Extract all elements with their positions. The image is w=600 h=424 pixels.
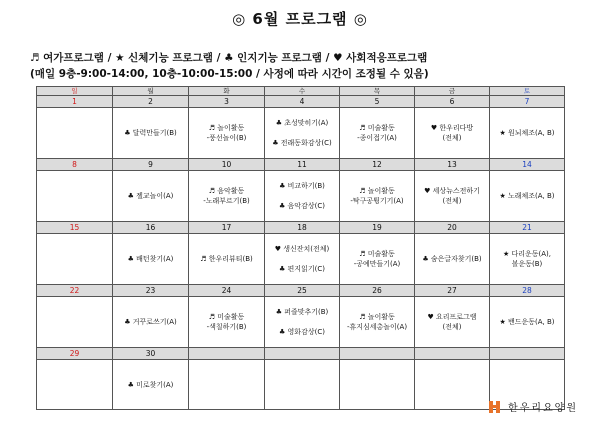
activity-entry: -공예만들기(A) [353,260,401,268]
weekday-tue: 화 [189,87,265,96]
day-cell [415,234,490,285]
date-row [37,96,565,108]
day-cell [490,234,565,285]
activity-row [37,234,565,285]
date-number: 26 [340,285,415,297]
activity-entry: ♣ 음악감상(C) [279,202,325,210]
date-number: 12 [340,159,415,171]
day-cell [113,171,189,222]
activity-row [37,297,565,348]
date-number: 6 [415,96,490,108]
activity-entry: ♣ 편지읽기(C) [279,265,325,273]
date-number [415,348,490,360]
day-cell [37,360,113,410]
activity-entry: ♥ 생신잔치(전체) [274,245,330,253]
date-number: 15 [37,222,113,234]
program-legend: ♬ 여가프로그램 / ★ 신체기능 프로그램 / ♣ 인지기능 프로그램 / ♥ 사회적응프로그램 [30,52,428,64]
activity-entry: ♥ 세상뉴스전하기 [424,187,480,195]
day-cell [415,297,490,348]
date-number [189,348,265,360]
date-number: 4 [265,96,340,108]
day-cell [189,234,265,285]
activity-entry: ♥ 요리프로그램 [427,313,477,321]
activity-entry: -휴지심세총놀이(A) [346,323,408,331]
page-title: ◎ 6월 프로그램 ◎ [232,10,368,28]
activity-entry: -탁구공튕기기(A) [350,197,404,205]
day-cell [490,108,565,159]
day-cell [113,108,189,159]
weekday-fri: 금 [415,87,490,96]
day-cell [265,297,340,348]
day-cell [265,171,340,222]
day-cell [340,360,415,410]
day-cell [37,171,113,222]
date-number: 8 [37,159,113,171]
organization-name: 한우리요양원 [508,403,578,414]
date-number: 19 [340,222,415,234]
date-number: 27 [415,285,490,297]
weekday-sat: 토 [490,87,565,96]
date-row [37,159,565,171]
date-number: 29 [37,348,113,360]
weekday-thu: 목 [340,87,415,96]
day-cell [340,234,415,285]
day-cell [189,171,265,222]
day-cell [340,108,415,159]
date-number: 3 [189,96,265,108]
activity-entry: (전체) [442,197,462,205]
activity-entry: ♣ 퍼즐맞추기(B) [275,308,329,316]
activity-entry: ♬ 놀이활동 [359,187,395,195]
date-number: 10 [189,159,265,171]
activity-entry: ♣ 배턴찾기(A) [127,255,174,263]
date-number: 7 [490,96,565,108]
activity-entry: -종이접기(A) [357,134,397,142]
day-cell [189,360,265,410]
date-number: 5 [340,96,415,108]
date-number: 13 [415,159,490,171]
weekday-sun: 일 [37,87,113,96]
date-number [340,348,415,360]
activity-entry: ♬ 음악활동 [208,187,245,195]
date-row [37,348,565,360]
activity-entry: ♬ 미술활동 [359,124,395,132]
activity-entry: ★ 원뇌체조(A, B) [499,129,555,137]
date-number: 18 [265,222,340,234]
date-number [490,348,565,360]
operating-hours-note: (매일 9층-9:00-14:00, 10층-10:00-15:00 / 사정에 따라 시간이 조정될 수 있음) [30,68,429,80]
date-number: 28 [490,285,565,297]
calendar-table [36,86,565,410]
activity-entry: ♬ 미술활동 [208,313,245,321]
day-cell [189,297,265,348]
activity-entry: 볼운동(B) [511,260,543,268]
activity-entry: ♬ 놀이활동 [208,124,245,132]
date-number: 1 [37,96,113,108]
date-number: 30 [113,348,189,360]
activity-entry: ♬ 한우리뷰티(B) [200,255,253,263]
day-cell [490,297,565,348]
activity-entry: ♣ 초성맞히기(A) [275,119,329,127]
activity-entry: ♥ 한우리다방 [430,124,474,132]
day-cell [490,171,565,222]
date-row [37,285,565,297]
date-number: 25 [265,285,340,297]
activity-entry: -노래부르기(B) [203,197,250,205]
activity-entry: ♬ 놀이활동 [359,313,395,321]
date-number: 14 [490,159,565,171]
date-number [265,348,340,360]
date-number: 22 [37,285,113,297]
activity-entry: -풍선놀이(B) [206,134,247,142]
day-cell [415,171,490,222]
date-number: 17 [189,222,265,234]
activity-entry: ♣ 숨은글자찾기(B) [422,255,482,263]
day-cell [340,297,415,348]
activity-entry: ★ 다리운동(A), [502,250,552,258]
date-number: 9 [113,159,189,171]
activity-entry: ♬ 미술활동 [359,250,395,258]
activity-entry: ★ 노래체조(A, B) [499,192,555,200]
hanwoori-logo-icon [488,400,502,414]
date-number: 20 [415,222,490,234]
day-cell [265,234,340,285]
weekday-wed: 수 [265,87,340,96]
activity-entry: ♣ 비교하기(B) [279,182,325,190]
activity-row [37,360,565,410]
date-number: 11 [265,159,340,171]
date-number: 24 [189,285,265,297]
day-cell [340,171,415,222]
footer [488,399,578,414]
activity-row [37,171,565,222]
activity-entry: ♣ 전래동화감상(C) [272,139,332,147]
day-cell [415,360,490,410]
day-cell [37,234,113,285]
day-cell [37,108,113,159]
date-row [37,222,565,234]
day-cell [189,108,265,159]
activity-entry: ♣ 젤교놀이(A) [127,192,174,200]
activity-entry: ★ 밴드운동(A, B) [499,318,555,326]
activity-entry: (전체) [442,323,462,331]
date-number: 16 [113,222,189,234]
day-cell [113,234,189,285]
weekday-mon: 월 [113,87,189,96]
date-number: 2 [113,96,189,108]
weekday-header-row [37,87,565,96]
activity-entry: ♣ 미로찾기(A) [127,380,174,389]
date-number: 23 [113,285,189,297]
activity-entry: (전체) [442,134,462,142]
activity-row [37,108,565,159]
activity-entry: ♣ 거꾸로쓰기(A) [124,318,177,326]
day-cell [37,297,113,348]
day-cell [113,297,189,348]
day-cell [265,360,340,410]
activity-entry: ♣ 달력만들기(B) [124,129,177,137]
day-cell [265,108,340,159]
activity-entry: ♣ 영화감상(C) [279,328,325,336]
date-number: 21 [490,222,565,234]
day-cell [113,360,189,410]
day-cell [415,108,490,159]
activity-entry: -색칠하기(B) [206,323,247,331]
